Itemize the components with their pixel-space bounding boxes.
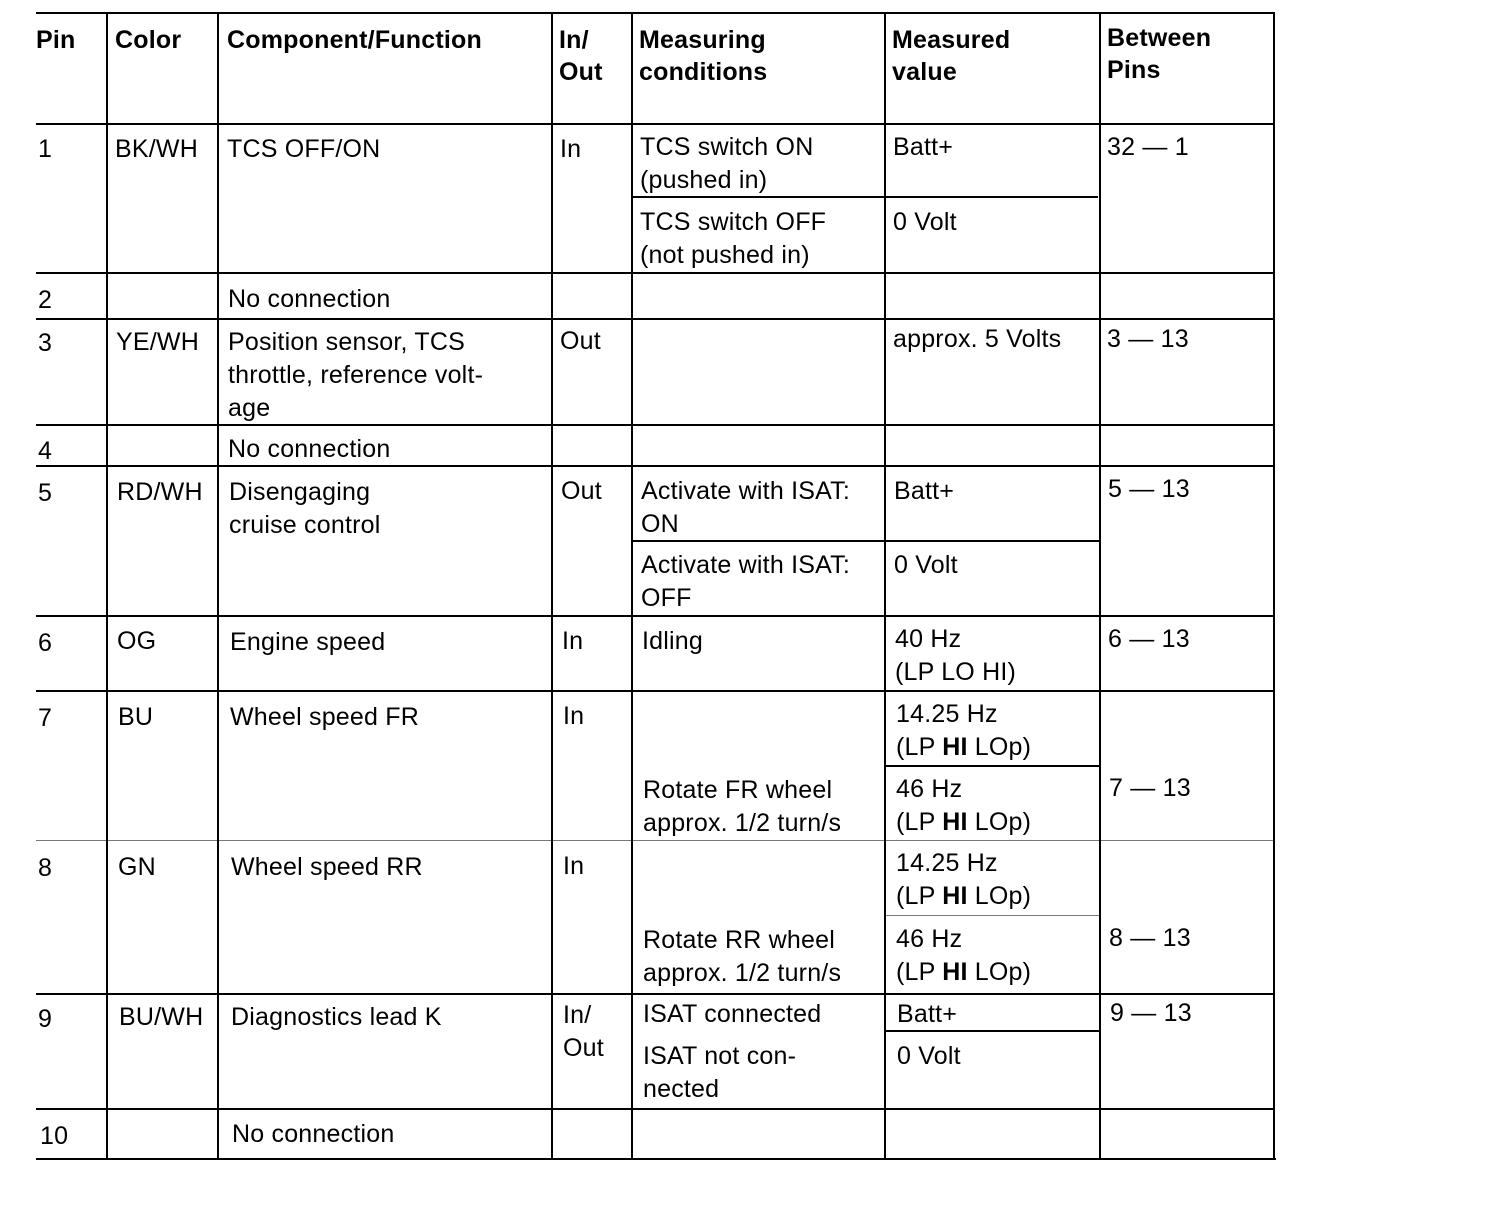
condition-cell: Activate with ISAT: ON bbox=[641, 477, 850, 538]
value-cell: 46 Hz (LP HI LOp) bbox=[896, 925, 1032, 986]
row-divider-faint bbox=[36, 840, 1274, 841]
component-cell: TCS OFF/ON bbox=[227, 135, 381, 163]
column-divider bbox=[106, 12, 108, 1160]
value-cell: 0 Volt bbox=[897, 1042, 961, 1070]
table-border-right bbox=[1273, 12, 1275, 1160]
inout-cell: Out bbox=[561, 477, 602, 505]
inout-cell: In bbox=[562, 627, 584, 655]
between-cell: 9 — 13 bbox=[1110, 999, 1192, 1027]
inout-cell: In bbox=[560, 135, 582, 163]
condition-cell: Idling bbox=[642, 627, 703, 655]
header-inout: In/ Out bbox=[559, 26, 603, 86]
value-cell: 14.25 Hz (LP HI LOp) bbox=[896, 849, 1032, 910]
value-cell: 46 Hz (LP HI LOp) bbox=[896, 775, 1032, 836]
between-cell: 8 — 13 bbox=[1109, 924, 1191, 952]
condition-cell: ISAT connected bbox=[643, 1000, 822, 1028]
condition-cell: Rotate RR wheel approx. 1/2 turn/s bbox=[643, 926, 842, 987]
pin-cell: 2 bbox=[38, 286, 53, 314]
inout-cell: In/ Out bbox=[563, 1001, 604, 1062]
inout-cell: Out bbox=[560, 327, 601, 355]
column-divider bbox=[1099, 12, 1101, 1160]
row-divider bbox=[36, 1108, 1274, 1110]
header-pin: Pin bbox=[36, 26, 76, 54]
between-cell: 7 — 13 bbox=[1109, 774, 1191, 802]
component-cell: No connection bbox=[228, 285, 391, 313]
between-cell: 5 — 13 bbox=[1108, 475, 1190, 503]
row-divider bbox=[36, 690, 1274, 692]
inout-cell: In bbox=[563, 702, 585, 730]
value-cell: Batt+ bbox=[897, 1000, 958, 1028]
condition-cell: ISAT not con- nected bbox=[643, 1042, 797, 1103]
component-cell: Disengaging cruise control bbox=[229, 478, 381, 539]
pin-cell: 3 bbox=[38, 329, 53, 357]
pin-cell: 4 bbox=[38, 437, 53, 465]
value-cell: Batt+ bbox=[894, 477, 955, 505]
color-cell: OG bbox=[117, 627, 157, 655]
subrow-divider bbox=[886, 765, 1100, 767]
pin-cell: 9 bbox=[38, 1005, 53, 1033]
column-divider bbox=[551, 12, 553, 1160]
component-cell: Engine speed bbox=[230, 628, 386, 656]
header-component: Component/Function bbox=[227, 26, 482, 54]
row-divider bbox=[36, 615, 1274, 617]
between-cell: 3 — 13 bbox=[1107, 325, 1189, 353]
pin-cell: 5 bbox=[38, 479, 53, 507]
value-cell: 14.25 Hz (LP HI LOp) bbox=[896, 700, 1032, 761]
color-cell: GN bbox=[118, 853, 156, 881]
row-divider bbox=[36, 318, 1274, 320]
row-divider bbox=[36, 993, 1274, 995]
header-conditions: Measuring conditions bbox=[639, 26, 768, 86]
pin-cell: 1 bbox=[38, 135, 53, 163]
component-cell: Wheel speed FR bbox=[230, 703, 419, 731]
color-cell: BK/WH bbox=[115, 135, 198, 163]
value-cell: 0 Volt bbox=[894, 551, 958, 579]
component-cell: No connection bbox=[228, 435, 391, 463]
between-cell: 6 — 13 bbox=[1108, 625, 1190, 653]
condition-cell: Rotate FR wheel approx. 1/2 turn/s bbox=[643, 776, 842, 837]
value-cell: 0 Volt bbox=[893, 208, 957, 236]
subrow-divider-faint bbox=[886, 915, 1100, 916]
color-cell: RD/WH bbox=[117, 478, 203, 506]
header-between: Between Pins bbox=[1107, 24, 1212, 84]
column-divider bbox=[631, 12, 633, 1160]
condition-cell: Activate with ISAT: OFF bbox=[641, 551, 850, 612]
between-cell: 32 — 1 bbox=[1107, 133, 1189, 161]
pin-cell: 7 bbox=[38, 704, 53, 732]
column-divider bbox=[217, 12, 219, 1160]
value-cell: 40 Hz (LP LO HI) bbox=[895, 625, 1017, 686]
value-cell: Batt+ bbox=[893, 133, 954, 161]
color-cell: YE/WH bbox=[116, 328, 199, 356]
component-cell: Diagnostics lead K bbox=[231, 1003, 442, 1031]
pin-cell: 8 bbox=[38, 854, 53, 882]
color-cell: BU bbox=[118, 703, 154, 731]
row-divider bbox=[36, 424, 1274, 426]
condition-cell: TCS switch ON (pushed in) bbox=[640, 133, 814, 194]
inout-cell: In bbox=[563, 852, 585, 880]
value-cell: approx. 5 Volts bbox=[893, 325, 1062, 353]
pin-cell: 10 bbox=[40, 1122, 69, 1150]
column-divider bbox=[884, 12, 886, 1160]
pin-cell: 6 bbox=[38, 629, 53, 657]
component-cell: No connection bbox=[232, 1120, 395, 1148]
component-cell: Position sensor, TCS throttle, reference volt- age bbox=[228, 328, 484, 422]
condition-cell: TCS switch OFF (not pushed in) bbox=[640, 208, 827, 269]
color-cell: BU/WH bbox=[119, 1003, 204, 1031]
row-divider bbox=[36, 465, 1274, 467]
table-border-top bbox=[36, 12, 1274, 14]
header-value: Measured value bbox=[892, 26, 1011, 86]
header-color: Color bbox=[115, 26, 182, 54]
header-divider bbox=[36, 123, 1274, 125]
row-divider bbox=[36, 272, 1274, 274]
table-border-bottom bbox=[36, 1158, 1276, 1160]
component-cell: Wheel speed RR bbox=[231, 853, 423, 881]
